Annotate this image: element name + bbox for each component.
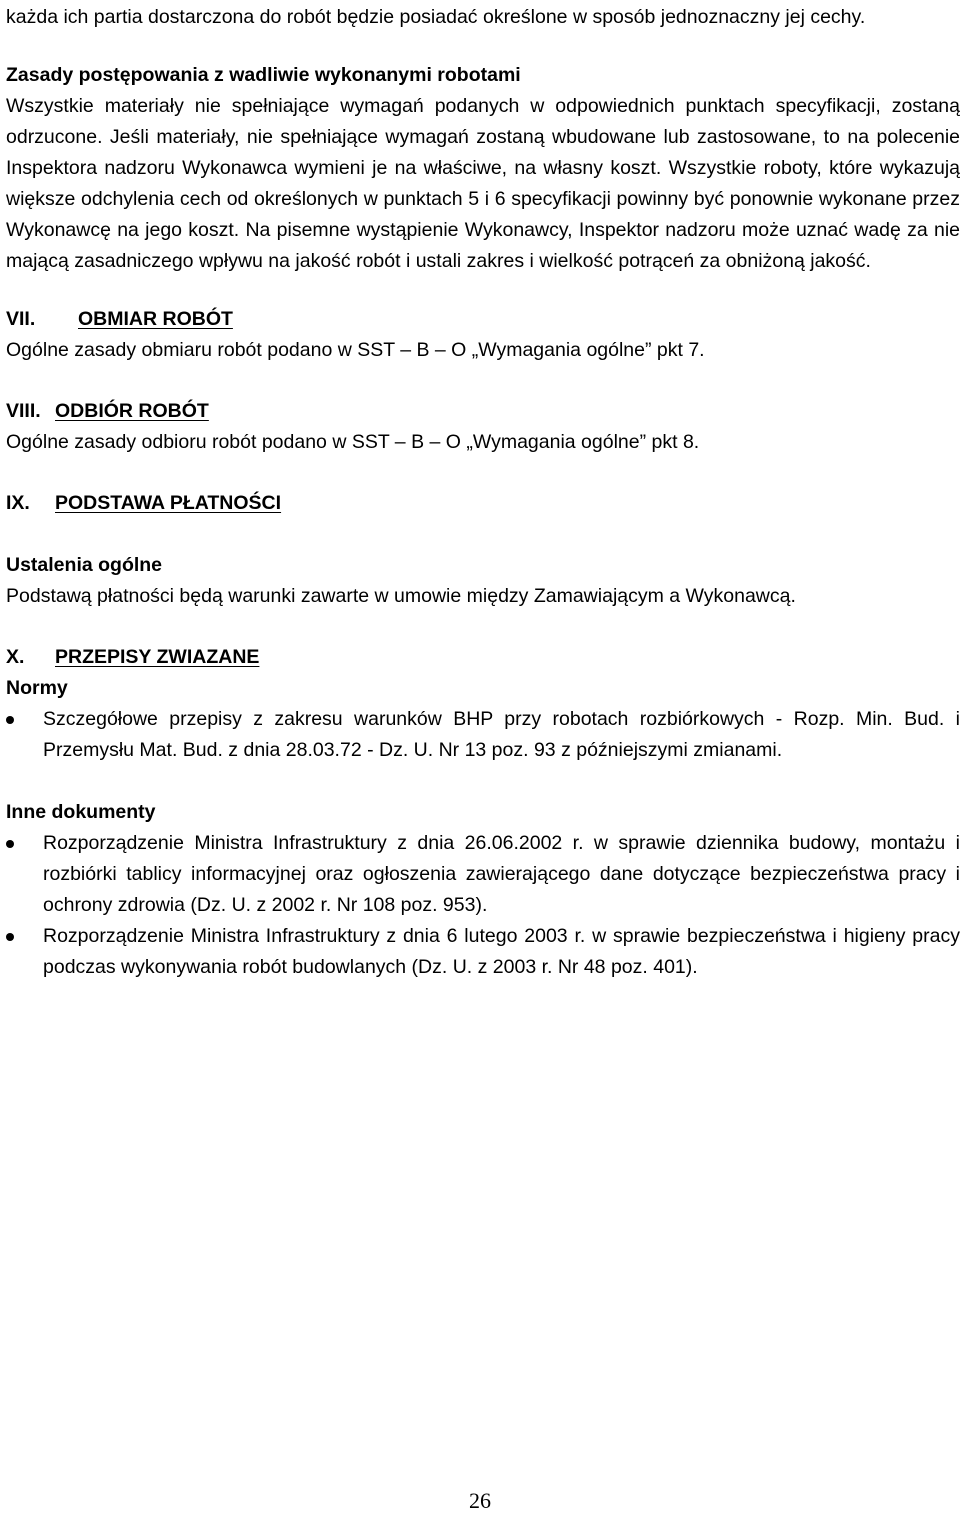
section-title: ODBIÓR ROBÓT — [55, 400, 209, 422]
section-number: VII. — [6, 308, 36, 330]
list-item — [6, 921, 960, 983]
section-number: IX. — [6, 492, 30, 514]
section-przepisy — [6, 642, 960, 983]
faulty-works-heading: Zasady postępowania z wadliwie wykonanymi robotami — [6, 64, 521, 86]
document-page — [6, 0, 960, 983]
list-item-text: Szczegółowe przepisy z zakresu warunków BHP przy robotach rozbiórkowych - Rozp. Min. Bud. i Przemysłu Mat. Bud. z dnia 28.03.72 - Dz. U. Nr 13 poz. 93 z późniejszymi zmianami. — [43, 708, 960, 761]
section-title: PODSTAWA PŁATNOŚCI — [55, 492, 282, 514]
section-heading — [6, 396, 960, 427]
section-heading — [6, 642, 960, 673]
section-number: X. — [6, 646, 25, 668]
faulty-works-paragraph: Wszystkie materiały nie spełniające wymagań podanych w odpowiednich punktach specyfikacji, zostaną odrzucone. Jeśli materiały, nie spełniające wymagań zostaną wbudowane lub zastosowane, to na polecenie Inspektora nadzoru Wykonawca wymieni je na właściwe, na własny koszt. Wszystkie roboty, które wykazują większe odchylenia cech od określonych w punktach 5 i 6 specyfikacji powinny być ponownie wykonane przez Wykonawcę na jego koszt. Na pisemne wystąpienie Wykonawcy, Inspektor nadzoru może uznać wadę za nie mającą zasadniczego wpływu na jakość robót i ustali zakres i wielkość potrąceń za obniżoną jakość. — [6, 95, 960, 272]
section-heading — [6, 488, 960, 519]
bullet-icon — [6, 933, 14, 941]
list-item — [6, 828, 960, 921]
intro-paragraph: każda ich partia dostarczona do robót będzie posiadać określone w sposób jednoznaczny jej cechy. — [6, 6, 866, 28]
other-documents-list — [6, 828, 960, 983]
section-title: PRZEPISY ZWIAZANE — [55, 646, 260, 668]
other-documents-heading: Inne dokumenty — [6, 801, 156, 823]
section-body: Ogólne zasady obmiaru robót podano w SST – B – O „Wymagania ogólne” pkt 7. — [6, 339, 705, 361]
section-title: OBMIAR ROBÓT — [78, 308, 233, 330]
section-body: Ogólne zasady odbioru robót podano w SST – B – O „Wymagania ogólne” pkt 8. — [6, 431, 700, 453]
page-number: 26 — [469, 1488, 491, 1513]
section-number: VIII. — [6, 400, 41, 422]
section-platnosci — [6, 488, 960, 612]
bullet-icon — [6, 716, 14, 724]
list-item-text: Rozporządzenie Ministra Infrastruktury z dnia 26.06.2002 r. w sprawie dziennika budowy, montażu i rozbiórki tablicy informacyjnej oraz ogłoszenia zawierającego dane dotyczące bezpieczeństwa pracy i ochrony zdrowia (Dz. U. z 2002 r. Nr 108 poz. 953). — [43, 832, 960, 916]
norms-list — [6, 704, 960, 766]
section-body: Podstawą płatności będą warunki zawarte w umowie między Zamawiającym a Wykonawcą. — [6, 585, 796, 607]
section-odbior — [6, 396, 960, 458]
bullet-icon — [6, 840, 14, 848]
norms-heading: Normy — [6, 677, 68, 699]
section-heading — [6, 304, 960, 335]
list-item — [6, 704, 960, 766]
list-item-text: Rozporządzenie Ministra Infrastruktury z dnia 6 lutego 2003 r. w sprawie bezpieczeństwa i higieny pracy podczas wykonywania robót budowlanych (Dz. U. z 2003 r. Nr 48 poz. 401). — [43, 925, 960, 978]
payment-subheading: Ustalenia ogólne — [6, 554, 163, 576]
section-obmiar — [6, 304, 960, 366]
